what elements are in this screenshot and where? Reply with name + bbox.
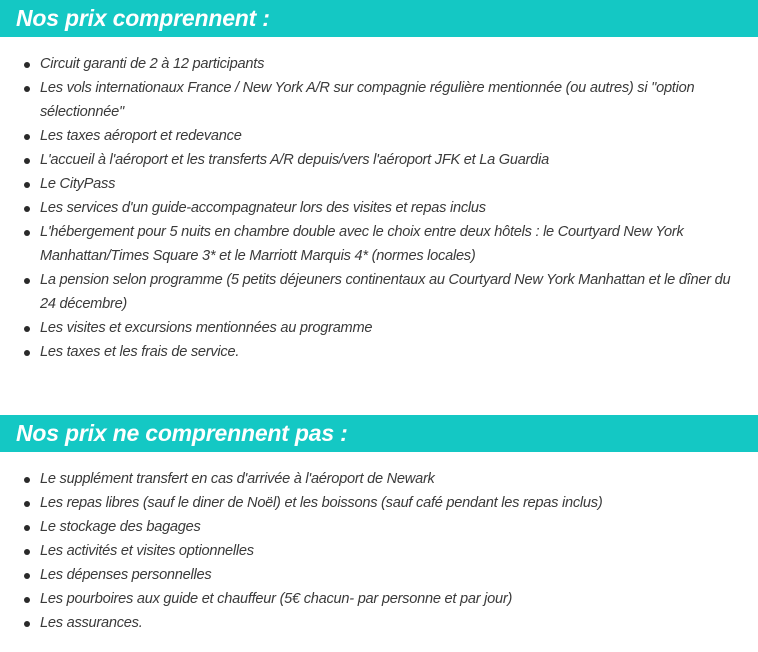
bullet-icon — [24, 477, 30, 483]
bullet-icon — [24, 158, 30, 164]
included-list — [0, 52, 745, 364]
bullet-icon — [24, 525, 30, 531]
bullet-icon — [24, 501, 30, 507]
list-item-text: Les pourboires aux guide et chauffeur (5€ chacun- par personne et par jour) — [40, 591, 513, 607]
list-item-text: Les taxes et les frais de service. — [40, 344, 240, 360]
list-item — [0, 539, 745, 563]
bullet-icon — [24, 350, 30, 356]
list-item — [0, 52, 745, 76]
list-item-text: L'hébergement pour 5 nuits en chambre double avec le choix entre deux hôtels : le Courtyard New York Manhattan/Times Square 3* et le Marriott Marquis 4* (normes locales) — [40, 224, 684, 264]
bullet-icon — [24, 134, 30, 140]
list-item — [0, 124, 745, 148]
list-item-text: Le supplément transfert en cas d'arrivée à l'aéroport de Newark — [40, 471, 435, 487]
list-item-text: Les repas libres (sauf le diner de Noël) et les boissons (sauf café pendant les repas inclus) — [40, 495, 603, 511]
bullet-icon — [24, 182, 30, 188]
bullet-icon — [24, 573, 30, 579]
bullet-icon — [24, 86, 30, 92]
excluded-section-title: Nos prix ne comprennent pas : — [0, 415, 758, 452]
list-item-text: Les visites et excursions mentionnées au programme — [40, 320, 373, 336]
list-item — [0, 76, 745, 124]
list-item-text: Les taxes aéroport et redevance — [40, 128, 242, 144]
bullet-icon — [24, 230, 30, 236]
list-item — [0, 172, 745, 196]
bullet-icon — [24, 326, 30, 332]
list-item — [0, 316, 745, 340]
bullet-icon — [24, 621, 30, 627]
list-item-text: Les services d'un guide-accompagnateur lors des visites et repas inclus — [40, 200, 486, 216]
bullet-icon — [24, 278, 30, 284]
list-item-text: Les assurances. — [40, 615, 143, 631]
list-item-text: Les vols internationaux France / New York A/R sur compagnie régulière mentionnée (ou autres) si "option sélectionnée" — [40, 80, 695, 120]
list-item — [0, 515, 745, 539]
bullet-icon — [24, 549, 30, 555]
list-item-text: Les dépenses personnelles — [40, 567, 212, 583]
list-item — [0, 220, 745, 268]
list-item-text: La pension selon programme (5 petits déjeuners continentaux au Courtyard New York Manhattan et le dîner du 24 décembre) — [40, 272, 731, 312]
list-item — [0, 268, 745, 316]
list-item-text: L'accueil à l'aéroport et les transferts A/R depuis/vers l'aéroport JFK et La Guardia — [40, 152, 549, 168]
list-item — [0, 611, 745, 635]
list-item-text: Les activités et visites optionnelles — [40, 543, 254, 559]
excluded-list — [0, 467, 745, 635]
list-item — [0, 491, 745, 515]
list-item — [0, 563, 745, 587]
list-item — [0, 467, 745, 491]
list-item-text: Circuit garanti de 2 à 12 participants — [40, 56, 265, 72]
bullet-icon — [24, 62, 30, 68]
list-item-text: Le CityPass — [40, 176, 116, 192]
bullet-icon — [24, 206, 30, 212]
list-item — [0, 196, 745, 220]
list-item-text: Le stockage des bagages — [40, 519, 201, 535]
list-item — [0, 148, 745, 172]
included-section-title: Nos prix comprennent : — [0, 0, 758, 37]
bullet-icon — [24, 597, 30, 603]
list-item — [0, 340, 745, 364]
list-item — [0, 587, 745, 611]
